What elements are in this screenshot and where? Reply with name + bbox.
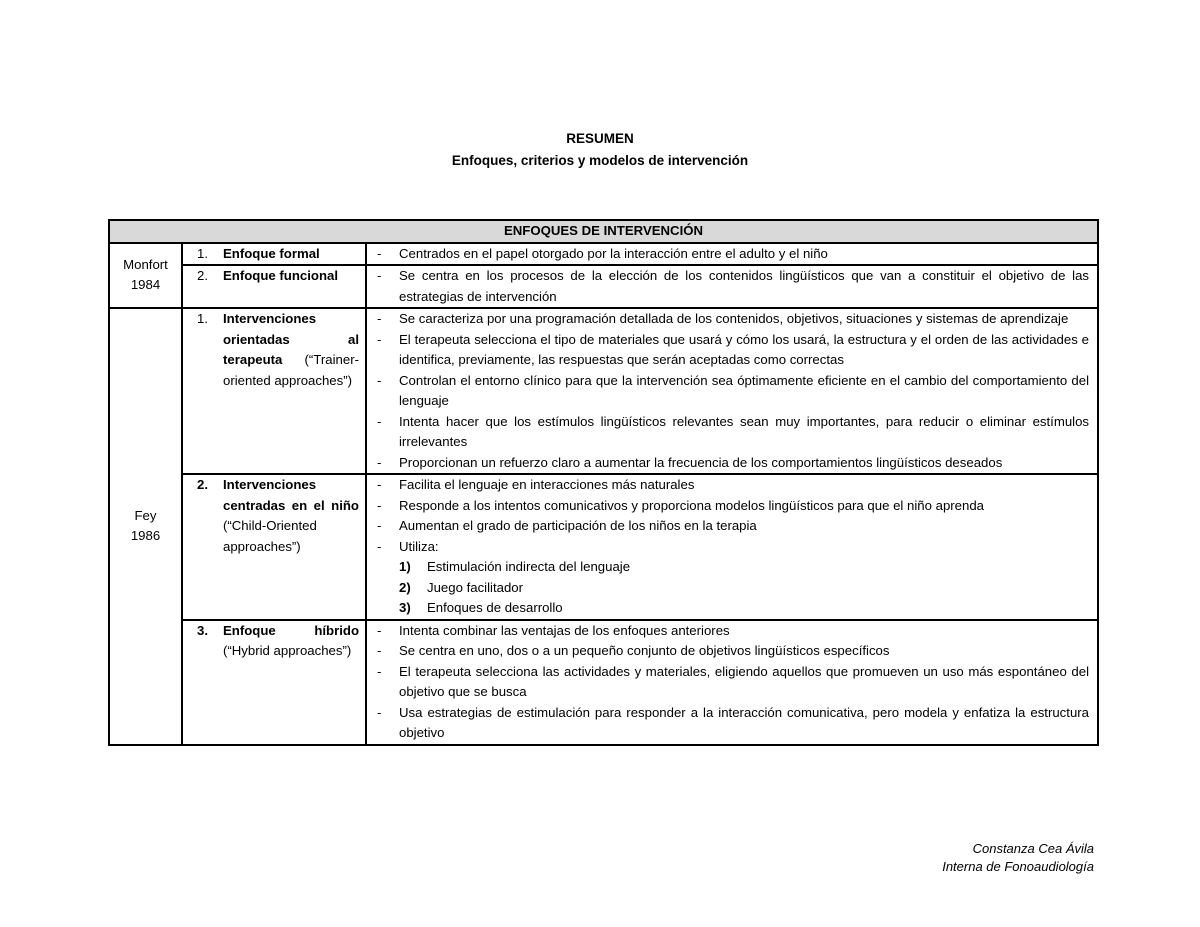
list-item: - Se centra en los procesos de la elección de los contenidos lingüísticos que van a constituir el objetivo de las estrategias de intervención	[377, 266, 1089, 307]
enfoque-name: Intervenciones centradas en el niño	[223, 477, 359, 513]
table-row	[109, 620, 1098, 745]
enfoque-number: 1.	[197, 245, 208, 261]
author-year: 1986	[130, 528, 161, 544]
table-row	[109, 243, 1098, 266]
list-item: - Intenta hacer que los estímulos lingüísticos relevantes sean muy importantes, para reducir o eliminar estímulos irrelevantes	[377, 412, 1089, 453]
table-header: ENFOQUES DE INTERVENCIÓN	[109, 220, 1098, 243]
enfoque-cell	[182, 474, 366, 620]
enfoque-cell	[182, 620, 366, 745]
enfoque-cell	[182, 243, 366, 266]
enfoque-english: (“Hybrid approaches”)	[223, 643, 352, 658]
description-cell	[366, 308, 1098, 474]
list-item: - El terapeuta selecciona el tipo de materiales que usará y cómo los usará, la estructura y el orden de las actividades e identifica, previamente, las respuestas que serán aceptadas como correctas	[377, 330, 1089, 371]
enfoque-number: 3.	[197, 622, 208, 638]
sub-list	[399, 557, 1089, 619]
table-row	[109, 265, 1098, 308]
sub-list-number: 1)	[399, 559, 411, 574]
sub-list-number: 2)	[399, 579, 411, 595]
sub-list-text: Juego facilitador	[427, 579, 524, 595]
enfoque-name: Enfoque híbrido	[223, 622, 359, 638]
list-item: - Responde a los intentos comunicativos y proporciona modelos lingüísticos para que el niño aprenda	[377, 496, 1089, 517]
list-item: - Se caracteriza por una programación detallada de los contenidos, objetivos, situaciones y sistemas de aprendizaje	[377, 309, 1089, 330]
document-subtitle: Enfoques, criterios y modelos de intervención	[451, 153, 749, 168]
list-item	[377, 537, 1089, 619]
sub-list-item	[399, 578, 1089, 599]
author-year: 1984	[130, 277, 161, 293]
interventions-table	[108, 219, 1099, 746]
document-title: RESUMEN	[566, 131, 634, 146]
author-signature-name: Constanza Cea Ávila	[972, 841, 1094, 856]
description-cell	[366, 265, 1098, 308]
sub-list-item	[399, 598, 1089, 619]
enfoque-number: 1.	[197, 311, 208, 326]
author-name: Fey	[134, 507, 157, 523]
list-item: - Aumentan el grado de participación de los niños en la terapia	[377, 516, 1089, 537]
sub-list-number: 3)	[399, 600, 411, 615]
author-cell-fey	[109, 308, 182, 745]
author-name: Monfort	[123, 256, 168, 272]
enfoque-cell	[182, 308, 366, 474]
list-item: - Facilita el lenguaje en interacciones más naturales	[377, 475, 1089, 496]
enfoque-name: Enfoque funcional	[223, 268, 339, 283]
list-item: - Centrados en el papel otorgado por la interacción entre el adulto y el niño	[377, 244, 1089, 265]
description-cell	[366, 620, 1098, 745]
sub-list-text: Enfoques de desarrollo	[427, 600, 563, 615]
enfoque-name: Intervenciones orientadas al terapeuta	[223, 311, 359, 367]
list-item: - Intenta combinar las ventajas de los enfoques anteriores	[377, 621, 1089, 642]
enfoque-number: 2.	[197, 268, 208, 283]
enfoque-name: Enfoque formal	[223, 245, 320, 261]
sub-list-item	[399, 557, 1089, 578]
sub-list-text: Estimulación indirecta del lenguaje	[427, 559, 631, 574]
author-cell-monfort	[109, 243, 182, 309]
list-item: - Proporcionan un refuerzo claro a aumentar la frecuencia de los comportamientos lingüísticos deseados	[377, 453, 1089, 474]
enfoque-cell	[182, 265, 366, 308]
table-row	[109, 308, 1098, 474]
author-signature-role: Interna de Fonoaudiología	[942, 859, 1094, 874]
description-cell	[366, 474, 1098, 620]
enfoque-english: (“Child-Oriented approaches”)	[223, 518, 317, 554]
list-item: - Usa estrategias de estimulación para responder a la interacción comunicativa, pero modela y enfatiza la estructura objetivo	[377, 703, 1089, 744]
enfoque-english: (“Trainer-oriented approaches”)	[223, 352, 359, 388]
list-item: - Se centra en uno, dos o a un pequeño conjunto de objetivos lingüísticos específicos	[377, 641, 1089, 662]
description-cell	[366, 243, 1098, 266]
enfoque-number: 2.	[197, 477, 208, 492]
list-item-text: Utiliza:	[399, 538, 439, 554]
table-row	[109, 474, 1098, 620]
list-item: - El terapeuta selecciona las actividades y materiales, eligiendo aquellos que promueven un uso más espontáneo del objetivo que se busca	[377, 662, 1089, 703]
list-item: - Controlan el entorno clínico para que la intervención sea óptimamente eficiente en el cambio del comportamiento del lenguaje	[377, 371, 1089, 412]
